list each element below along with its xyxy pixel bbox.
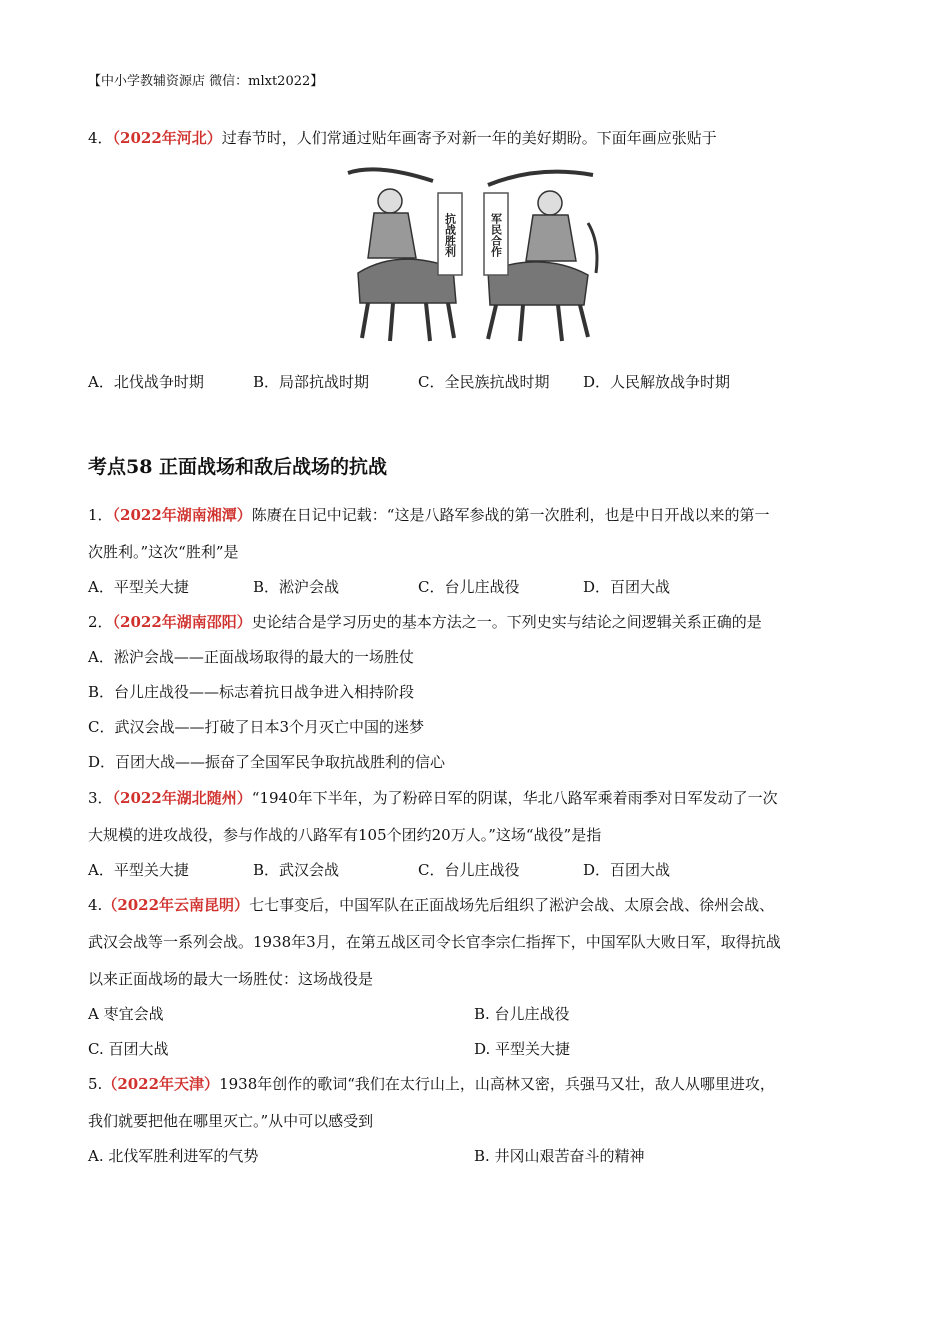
option-a[interactable]: A 枣宜会战 — [88, 1005, 164, 1023]
right-painting-label: 军民合作 — [489, 213, 503, 257]
option-c[interactable]: C．台儿庄战役 — [418, 578, 520, 596]
option-b[interactable]: B．局部抗战时期 — [253, 373, 370, 391]
question-text: 七七事变后，中国军队在正面战场先后组织了淞沪会战、太原会战、徐州会战、 — [249, 896, 775, 914]
option-b[interactable]: B．武汉会战 — [253, 861, 340, 879]
section-heading: 考点58 正面战场和敌后战场的抗战 — [88, 456, 388, 478]
question-number: 5. — [88, 1075, 103, 1093]
option-c[interactable]: C．台儿庄战役 — [418, 861, 520, 879]
question-text: 史论结合是学习历史的基本方法之一。下列史实与结论之间逻辑关系正确的是 — [251, 613, 762, 631]
option-d[interactable]: D. 平型关大捷 — [474, 1040, 571, 1058]
option-b[interactable]: B．淞沪会战 — [253, 578, 340, 596]
question-1-line-1 — [88, 505, 769, 525]
option-a[interactable]: A．北伐战争时期 — [88, 373, 204, 391]
question-source: （2022年湖南邵阳） — [112, 613, 252, 631]
question-4-kunming-line-3: 以来正面战场的最大一场胜仗：这场战役是 — [88, 970, 374, 988]
question-1-line-2: 次胜利。”这次“胜利”是 — [88, 543, 239, 561]
option-c[interactable]: C．全民族抗战时期 — [418, 373, 550, 391]
option-b[interactable]: B．台儿庄战役——标志着抗日战争进入相持阶段 — [88, 683, 415, 701]
question-number: 4． — [88, 129, 113, 147]
question-source: （2022年湖南湘潭） — [112, 506, 252, 524]
question-4-hebei — [88, 128, 717, 148]
question-4-kunming-line-2: 武汉会战等一系列会战。1938年3月，在第五战区司令长官李宗仁指挥下，中国军队大败日军，取得抗战 — [88, 933, 781, 951]
question-source: （2022年云南昆明） — [102, 896, 250, 914]
question-3-line-1 — [88, 788, 778, 808]
option-b[interactable]: B. 井冈山艰苦奋斗的精神 — [474, 1147, 645, 1165]
question-5-line-1 — [88, 1074, 775, 1094]
question-text: 过春节时，人们常通过贴年画寄予对新一年的美好期盼。下面年画应张贴于 — [221, 129, 717, 147]
option-a[interactable]: A．平型关大捷 — [88, 861, 189, 879]
option-a[interactable]: A. 北伐军胜利进军的气势 — [88, 1147, 259, 1165]
question-3-line-2: 大规模的进攻战役，参与作战的八路军有105个团约20万人。”这场“战役”是指 — [88, 826, 602, 844]
option-d[interactable]: D．百团大战——振奋了全国军民争取抗战胜利的信心 — [88, 753, 446, 771]
question-source: （2022年湖北随州） — [112, 789, 252, 807]
question-text: 陈赓在日记中记载：“这是八路军参战的第一次胜利，也是中日开战以来的第一 — [251, 506, 770, 524]
option-d[interactable]: D．人民解放战争时期 — [583, 373, 731, 391]
option-c[interactable]: C．武汉会战——打破了日本3个月灭亡中国的迷梦 — [88, 718, 425, 736]
question-source: （2022年天津） — [102, 1075, 220, 1093]
question-text: 1938年创作的歌词“我们在太行山上，山高林又密，兵强马又壮，敌人从哪里进攻， — [219, 1075, 775, 1093]
page-header: 【中小学教辅资源店 微信：mlxt2022】 — [88, 74, 324, 89]
question-source: （2022年河北） — [112, 129, 222, 147]
option-b[interactable]: B. 台儿庄战役 — [474, 1005, 570, 1023]
new-year-painting-image — [338, 163, 606, 349]
question-text: “1940年下半年，为了粉碎日军的阴谋，华北八路军乘着雨季对日军发动了一次 — [251, 789, 778, 807]
option-d[interactable]: D．百团大战 — [583, 861, 671, 879]
question-2-line-1 — [88, 612, 762, 632]
option-a[interactable]: A．平型关大捷 — [88, 578, 189, 596]
left-painting-label: 抗战胜利 — [443, 213, 457, 257]
question-5-line-2: 我们就要把他在哪里灭亡。”从中可以感受到 — [88, 1112, 374, 1130]
option-d[interactable]: D．百团大战 — [583, 578, 671, 596]
option-c[interactable]: C. 百团大战 — [88, 1040, 169, 1058]
question-number: 1． — [88, 506, 113, 524]
question-4-kunming-line-1 — [88, 895, 774, 915]
question-number: 3． — [88, 789, 113, 807]
option-a[interactable]: A．淞沪会战——正面战场取得的最大的一场胜仗 — [88, 648, 414, 666]
question-number: 4. — [88, 896, 103, 914]
question-number: 2． — [88, 613, 113, 631]
